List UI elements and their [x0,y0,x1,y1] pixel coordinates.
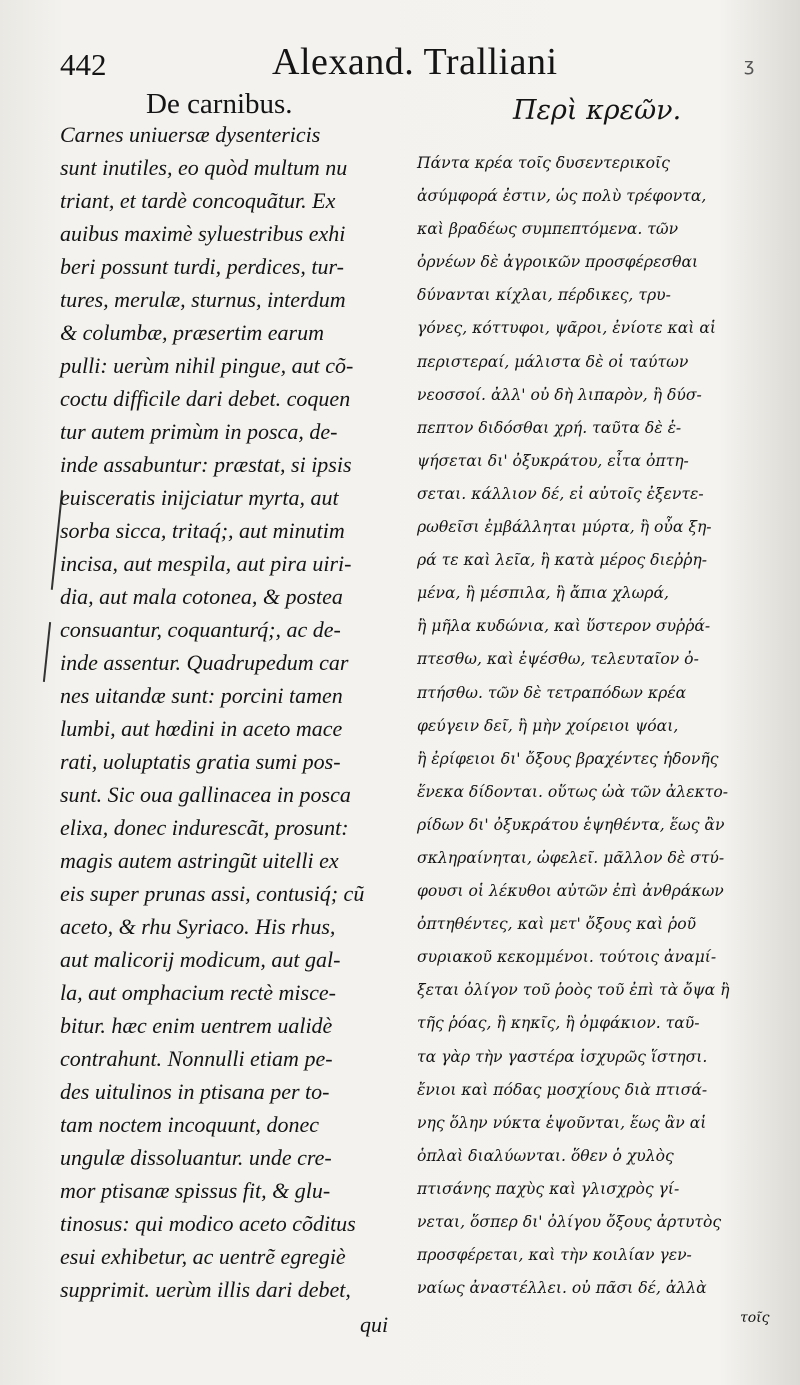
latin-text-line: contrahunt. Nonnulli etiam pe- [60,1046,333,1071]
greek-text-line: πτήσθω. τῶν δὲ τετραπόδων κρέα [417,683,687,702]
latin-text-line: coctu difficile dari debet. coquen [60,386,351,411]
latin-text-line: elixa, donec indurescãt, prosunt: [60,815,349,840]
greek-text-line: ξεται ὀλίγον τοῦ ῥοὸς τοῦ ἐπὶ τὰ ὄψα ἢ [417,981,730,1000]
latin-text-line: beri possunt turdi, perdices, tur- [60,254,344,279]
greek-text-line: καὶ βραδέως συμπεπτόμενα. τῶν [417,220,679,239]
running-head: Alexand. Tralliani [272,41,558,83]
greek-text-line: ὀρνέων δὲ ἀγροικῶν προσφέρεσθαι [417,253,699,272]
latin-text-line: inde assentur. Quadrupedum car [60,650,349,675]
greek-text-line: ρίδων δι' ὀξυκράτου ἑψηθέντα, ἕως ἂν [417,815,725,834]
greek-text-line: νης ὅλην νύκτα ἑψοῦνται, ἕως ἂν αἱ [417,1113,707,1132]
greek-text-line: ρά τε καὶ λεῖα, ἢ κατὰ μέρος διεῤῥη- [417,551,707,570]
greek-text-line: μένα, ἢ μέσπιλα, ἢ ἄπια χλωρά, [417,584,669,603]
latin-text-line: la, aut omphacium rectè misce- [60,980,336,1005]
latin-text-line: esui exhibetur, ac uentrẽ egregiè [60,1244,346,1269]
latin-text-line: tam noctem incoquunt, donec [60,1112,320,1137]
greek-text-column [417,147,777,1305]
greek-text-line: πτισάνης παχὺς καὶ γλισχρὸς γί- [417,1179,680,1198]
latin-text-line: dia, aut mala cotonea, & postea [60,584,343,609]
greek-text-line: φουσι οἱ λέκυθοι αὐτῶν ἐπὶ ἀνθράκων [417,882,724,901]
greek-text-line: φεύγειν δεῖ, ἢ μὴν χοίρειοι ψόαι, [417,716,679,735]
latin-text-line: bitur. hæc enim uentrem ualidè [60,1013,333,1038]
latin-text-line: auibus maximè syluestribus exhi [60,221,346,246]
latin-text-line: eis super prunas assi, contusiq́; cũ [60,881,365,906]
greek-text-line: συριακοῦ κεκομμένοι. τούτοις ἀναμί- [417,948,717,967]
greek-text-line: πεπτον διδόσθαι χρή. ταῦτα δὲ ἑ- [417,418,682,437]
greek-text-line: σεται. κάλλιον δέ, εἰ αὐτοῖς ἐξεντε- [417,484,704,503]
greek-text-line: τῆς ῥόας, ἢ κηκῖς, ἢ ὀμφάκιον. ταῦ- [417,1014,700,1033]
latin-text-line: rati, uoluptatis gratia sumi pos- [60,749,341,774]
corner-mark: ʒ [744,55,755,76]
marginal-bracket [43,622,51,682]
latin-text-line: consuantur, coquanturq́;, ac de- [60,617,341,642]
greek-text-line: πτεσθω, καὶ ἑψέσθω, τελευταῖον ὀ- [417,650,699,669]
greek-text-line: Πάντα κρέα τοῖς δυσεντερικοῖς [417,154,670,172]
greek-text-line: ἀσύμφορά ἐστιν, ὡς πολὺ τρέφοντα, [417,187,707,206]
latin-text-line: euisceratis inijciatur myrta, aut [60,485,339,510]
greek-text-line: γόνες, κόττυφοι, ψᾶροι, ἐνίοτε καὶ αἱ [417,319,716,338]
latin-text-line: incisa, aut mespila, aut pira uiri- [60,551,352,576]
latin-text-line: supprimit. uerùm illis dari debet, [60,1277,351,1302]
latin-text-line: inde assabuntur: præstat, si ipsis [60,452,352,477]
greek-text-line: τα γὰρ τὴν γαστέρα ἰσχυρῶς ἵστησι. [417,1047,708,1066]
greek-text-line: προσφέρεται, καὶ τὴν κοιλίαν γεν- [417,1246,692,1265]
latin-text-line: triant, et tardè concoquãtur. Ex [60,188,336,213]
greek-text-line: ἔνιοι καὶ πόδας μοσχίους διὰ πτισά- [417,1080,708,1099]
latin-text-line: Carnes uniuersæ dysentericis [60,122,321,147]
greek-text-line: ἢ μῆλα κυδώνια, καὶ ὕστερον συῤῥά- [417,617,711,636]
latin-catchword: qui [360,1312,389,1337]
latin-text-line: nes uitandæ sunt: porcini tamen [60,683,343,708]
greek-text-line: νεται, ὅσπερ δι' ὀλίγου ὄξους ἀρτυτὸς [417,1213,722,1231]
latin-text-line: sunt. Sic oua gallinacea in posca [60,782,351,807]
latin-text-line: sorba sicca, tritaq́;, aut minutim [60,518,345,543]
latin-text-line: tinosus: qui modico aceto cõditus [60,1211,356,1236]
latin-text-line: pulli: uerùm nihil pingue, aut cõ- [60,353,354,378]
greek-text-line: σκληραίνηται, ὠφελεῖ. μᾶλλον δὲ στύ- [417,848,725,867]
latin-text-line: aut malicorij modicum, aut gal- [60,947,341,972]
latin-text-line: ungulæ dissoluantur. unde cre- [60,1145,332,1170]
latin-text-line: mor ptisanæ spissus fit, & glu- [60,1178,331,1203]
greek-catchword: τοῖς [740,1310,770,1326]
greek-text-line: δύνανται κίχλαι, πέρδικες, τρυ- [417,286,671,305]
greek-text-line: ὀπτηθέντες, καὶ μετ' ὄξους καὶ ῥοῦ [417,915,697,934]
latin-text-line: des uitulinos in ptisana per to- [60,1079,330,1104]
greek-text-line: ἕνεκα δίδονται. οὕτως ὠὰ τῶν ἀλεκτο- [417,782,729,801]
greek-text-line: ρωθεῖσι ἐμβάλληται μύρτα, ἢ οὖα ξη- [417,518,712,537]
latin-text-line: tures, merulæ, sturnus, interdum [60,287,346,312]
latin-text-line: aceto, & rhu Syriaco. His rhus, [60,914,336,939]
greek-text-line: ναίως ἀναστέλλει. οὐ πᾶσι δέ, ἀλλὰ [417,1279,707,1298]
greek-section-heading: Περὶ κρεῶν. [513,95,682,126]
latin-text-line: sunt inutiles, eo quòd multum nu [60,155,348,180]
greek-text-line: περιστεραί, μάλιστα δὲ οἱ ταύτων [417,352,689,371]
latin-section-heading: De carnibus. [146,88,293,120]
greek-text-line: ψήσεται δι' ὀξυκράτου, εἶτα ὀπτη- [417,451,689,470]
greek-text-line: νεοσσοί. ἀλλ' οὐ δὴ λιπαρὸν, ἢ δύσ- [417,385,702,404]
greek-text-line: ὁπλαὶ διαλύωνται. ὅθεν ὁ χυλὸς [417,1146,674,1165]
greek-text-line: ἢ ἐρίφειοι δι' ὄξους βραχέντες ἡδονῆς [417,749,719,768]
latin-text-column [60,118,400,1306]
latin-text-line: lumbi, aut hœdini in aceto mace [60,716,343,741]
latin-text-line: & columbæ, præsertim earum [60,320,324,345]
latin-text-line: tur autem primùm in posca, de- [60,419,338,444]
page-number: 442 [60,47,107,82]
latin-text-line: magis autem astringũt uitelli ex [60,848,339,873]
